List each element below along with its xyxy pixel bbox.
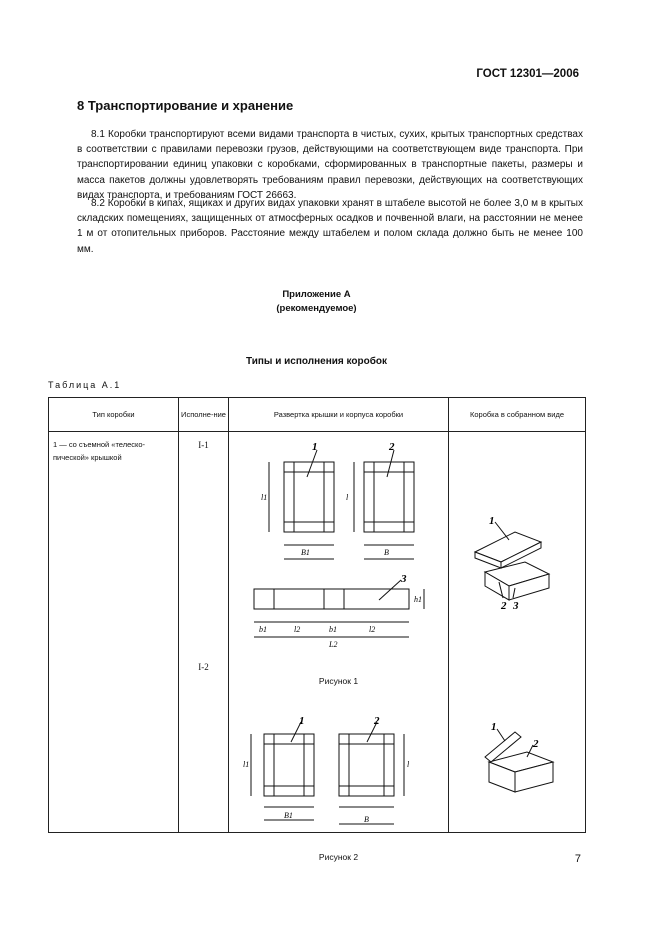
column-header-layout: Развертка крышки и корпуса коробки	[229, 398, 449, 432]
version-cell	[179, 432, 229, 833]
svg-text:b1: b1	[259, 625, 267, 634]
assembled-box-2	[449, 717, 586, 807]
boxes-table	[48, 397, 586, 862]
svg-text:B: B	[364, 815, 369, 824]
table-header-row	[49, 398, 586, 432]
svg-text:l1: l1	[243, 760, 250, 769]
svg-text:l: l	[407, 760, 410, 769]
body-label: 2	[389, 441, 395, 453]
svg-text:h1: h1	[414, 595, 422, 604]
band-label: 3	[401, 573, 407, 585]
standard-code: ГОСТ 12301—2006	[476, 68, 579, 80]
table-row	[49, 432, 586, 833]
paragraph-8-1: 8.1 Коробки транспортируют всеми видами транспорта в чистых, сухих, крытых транспортных средствах в соответствии с правилами перевозки грузов, действующими на соответствующем виде транспорта. При транспортировании единиц упаковки с коробками, сформированных в транспортные пакеты, размеры и масса пакетов должны удовлетворять требованиям правил перевозки, действующих на соответствующих видах транспорта, и требованиям ГОСТ 26663.	[77, 129, 583, 201]
svg-text:l: l	[346, 493, 349, 502]
page-number: 7	[574, 853, 581, 865]
box-type-cell: 1 — со съемной «телеско-пической» крышкой	[49, 432, 179, 833]
assembled-cell	[449, 432, 586, 833]
column-header-type: Тип коробки	[49, 398, 179, 432]
svg-text:2: 2	[533, 738, 539, 750]
table-heading: Типы и исполнения коробок	[245, 356, 387, 367]
version-i1: I-1	[198, 440, 209, 450]
svg-text:1: 1	[489, 515, 495, 527]
svg-text:1: 1	[299, 715, 305, 727]
figure-2-caption: Рисунок 2	[318, 852, 359, 862]
svg-text:l1: l1	[261, 493, 268, 502]
section-title: 8 Транспортирование и хранение	[77, 98, 294, 113]
svg-text:B: B	[384, 548, 389, 557]
column-header-assembled: Коробка в собранном виде	[449, 398, 586, 432]
appendix-subtitle: (рекомендуемое)	[276, 303, 357, 314]
svg-text:2: 2	[374, 715, 380, 727]
figure-1-caption: Рисунок 1	[318, 676, 359, 686]
svg-text:1: 1	[491, 721, 497, 733]
version-i2: I-2	[198, 662, 209, 672]
assembled-box-1	[449, 502, 586, 622]
svg-text:B1: B1	[301, 548, 310, 557]
table-label: Таблица А.1	[48, 380, 122, 390]
lid-label: 1	[312, 441, 318, 453]
column-header-version: Исполне-ние	[179, 398, 229, 432]
paragraph-8-2: 8.2 Коробки в кипах, ящиках и других видах упаковки хранят в штабеле высотой не более 3,0 м в крытых складских помещениях, защищенных от атмосферных осадков и почвенной влаги, на расстоянии не менее 1 м от отопительных приборов. Расстояние между штабелем и полом склада должно быть не менее 100 мм.	[77, 198, 583, 255]
svg-text:B1: B1	[284, 811, 293, 820]
svg-text:l2: l2	[369, 625, 376, 634]
svg-text:l2: l2	[294, 625, 301, 634]
figure-2-drawing	[229, 712, 449, 842]
svg-text:b1: b1	[329, 625, 337, 634]
figure-1-drawing	[229, 432, 449, 672]
svg-text:2: 2	[501, 600, 507, 612]
svg-text:3: 3	[513, 600, 519, 612]
svg-text:L2: L2	[329, 640, 338, 649]
appendix-title: Приложение А	[282, 289, 351, 300]
layout-cell	[229, 432, 449, 862]
